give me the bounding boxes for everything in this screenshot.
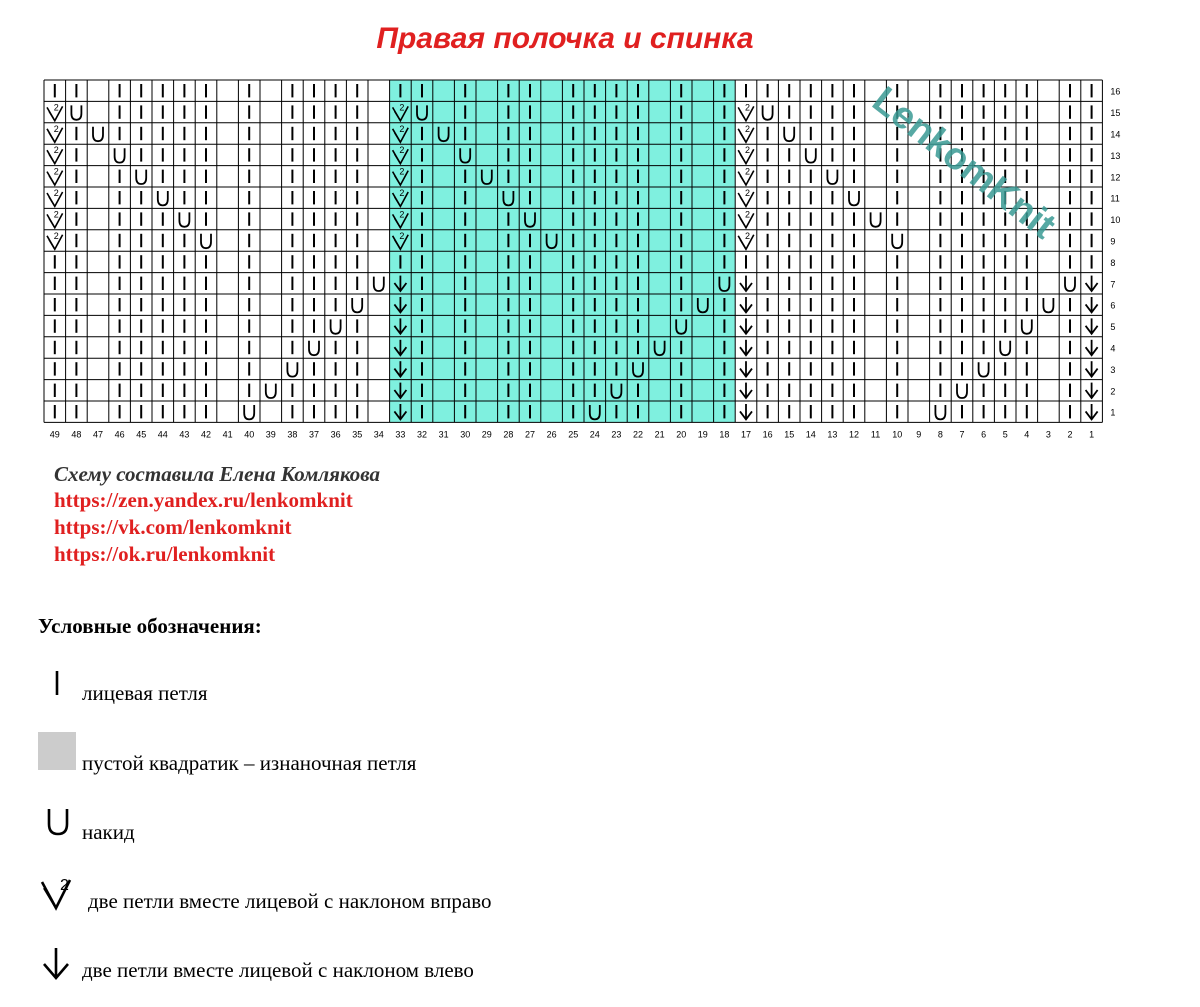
row-label: 10: [1110, 215, 1121, 226]
yarn-over-symbol: [179, 212, 189, 226]
row-label: 4: [1110, 343, 1116, 354]
yarn-over-symbol: [935, 405, 945, 419]
yarn-over-symbol: [266, 384, 276, 398]
k2tog-right-symbol-label: 2: [745, 145, 751, 156]
yarn-over-symbol: [806, 148, 816, 162]
svg-text:2: 2: [60, 877, 69, 894]
row-label: 14: [1110, 129, 1121, 140]
column-label: 2: [1067, 429, 1073, 440]
column-label: 40: [244, 429, 255, 440]
k2tog-right-symbol: [740, 197, 746, 206]
k2tog-right-icon: [38, 872, 78, 912]
k2tog-right-symbol-label: 2: [745, 166, 751, 177]
column-label: 35: [352, 429, 363, 440]
k2tog-right-symbol: [740, 133, 746, 142]
column-label: 23: [611, 429, 622, 440]
k2tog-right-symbol-label: 2: [399, 145, 405, 156]
column-label: 8: [937, 429, 943, 440]
yarn-over-symbol: [158, 191, 168, 205]
k2tog-left-icon: [40, 946, 72, 982]
row-label: 3: [1110, 364, 1116, 375]
column-label: 34: [373, 429, 384, 440]
yarn-over-symbol: [849, 191, 859, 205]
column-label: 36: [330, 429, 341, 440]
column-label: 43: [179, 429, 190, 440]
column-label: 47: [92, 429, 104, 440]
legend-title: Условные обозначения:: [38, 614, 262, 638]
column-label: 24: [589, 429, 600, 440]
k2tog-right-symbol-label: 2: [53, 102, 59, 113]
column-label: 15: [784, 429, 795, 440]
yarn-over-symbol: [763, 105, 773, 119]
k2tog-right-symbol-label: 2: [399, 188, 405, 198]
yarn-over-symbol: [1065, 277, 1075, 291]
k2tog-right-symbol: [49, 154, 55, 163]
row-label: 7: [1110, 279, 1116, 290]
column-label: 37: [308, 429, 320, 440]
column-label: 20: [676, 429, 687, 440]
column-label: 21: [654, 429, 665, 440]
purl-empty-square-icon: [38, 732, 76, 770]
column-label: 16: [762, 429, 773, 440]
row-label: 8: [1110, 257, 1116, 268]
yarn-over-symbol: [136, 170, 146, 184]
column-label: 1: [1089, 429, 1095, 440]
legend-label-purl: пустой квадратик – изнаночная петля: [82, 751, 417, 775]
yarn-over-symbol: [892, 234, 902, 248]
legend-label-yarn-over: накид: [82, 820, 135, 844]
k2tog-right-symbol: [49, 133, 55, 142]
column-label: 19: [697, 429, 708, 440]
yarn-over-symbol: [287, 362, 297, 376]
column-label: 25: [568, 429, 579, 440]
column-label: 48: [71, 429, 82, 440]
column-label: 3: [1045, 429, 1051, 440]
yarn-over-symbol: [871, 212, 881, 226]
column-label: 42: [200, 429, 212, 440]
legend-label-k2tog-right: две петли вместе лицевой с наклоном вправо: [88, 889, 492, 913]
column-label: 31: [438, 429, 449, 440]
column-label: 11: [870, 429, 881, 440]
row-label: 15: [1110, 108, 1121, 119]
row-label: 5: [1110, 322, 1116, 333]
yarn-over-symbol: [309, 341, 319, 355]
k2tog-right-symbol: [740, 154, 746, 163]
k2tog-right-symbol-label: 2: [745, 123, 751, 134]
column-label: 45: [136, 429, 147, 440]
row-label: 12: [1110, 172, 1121, 183]
column-label: 12: [848, 429, 860, 440]
k2tog-right-symbol: [49, 111, 55, 120]
author-credit: Схему составила Елена Комлякова: [54, 462, 381, 486]
k2tog-right-symbol-label: 2: [53, 188, 59, 198]
row-label: 11: [1110, 193, 1120, 204]
yarn-over-symbol: [201, 234, 211, 248]
yarn-over-symbol: [784, 127, 794, 141]
row-label: 9: [1110, 236, 1116, 247]
column-label: 49: [49, 429, 60, 440]
k2tog-right-symbol: [49, 240, 55, 249]
column-label: 46: [114, 429, 125, 440]
k2tog-right-symbol-label: 2: [399, 102, 405, 113]
k2tog-right-symbol-label: 2: [745, 188, 751, 198]
knitting-chart: [0, 0, 1200, 450]
yarn-over-symbol: [331, 319, 341, 333]
yarn-over-symbol: [979, 362, 989, 376]
knit-stitch-icon: [46, 668, 70, 700]
column-label: 6: [981, 429, 987, 440]
row-label: 1: [1110, 407, 1116, 418]
yarn-over-symbol: [957, 384, 967, 398]
k2tog-right-symbol-label: 2: [399, 209, 405, 220]
k2tog-right-symbol: [49, 197, 55, 206]
k2tog-right-symbol-label: 2: [53, 145, 59, 156]
column-label: 33: [395, 429, 406, 440]
link-zen[interactable]: https://zen.yandex.ru/lenkomknit: [54, 488, 353, 512]
watermark: LenkomKnit: [864, 78, 1064, 248]
column-label: 22: [632, 429, 644, 440]
yarn-over-symbol: [71, 105, 81, 119]
yarn-over-symbol: [115, 148, 125, 162]
link-ok[interactable]: https://ok.ru/lenkomknit: [54, 542, 276, 566]
column-label: 18: [719, 429, 730, 440]
legend-label-knit: лицевая петля: [82, 681, 208, 705]
column-label: 30: [460, 429, 471, 440]
column-label: 27: [524, 429, 536, 440]
yarn-over-symbol: [244, 405, 254, 419]
k2tog-right-symbol-label: 2: [399, 230, 405, 241]
column-label: 9: [916, 429, 922, 440]
column-label: 14: [805, 429, 816, 440]
column-label: 13: [827, 429, 838, 440]
yarn-over-symbol: [1022, 319, 1032, 333]
k2tog-right-symbol: [740, 240, 746, 249]
column-label: 10: [892, 429, 903, 440]
k2tog-right-symbol-label: 2: [399, 166, 405, 177]
row-label: 13: [1110, 150, 1121, 161]
yarn-over-symbol: [352, 298, 362, 312]
column-label: 32: [416, 429, 428, 440]
k2tog-right-symbol-label: 2: [745, 102, 751, 113]
k2tog-right-symbol-label: 2: [53, 123, 59, 134]
row-label: 6: [1110, 300, 1116, 311]
column-label: 44: [157, 429, 168, 440]
yarn-over-symbol: [1043, 298, 1053, 312]
column-label: 4: [1024, 429, 1030, 440]
column-label: 29: [481, 429, 492, 440]
link-vk[interactable]: https://vk.com/lenkomknit: [54, 515, 292, 539]
column-label: 28: [503, 429, 514, 440]
yarn-over-symbol: [827, 170, 837, 184]
column-label: 26: [546, 429, 557, 440]
k2tog-right-symbol-label: 2: [53, 230, 59, 241]
yarn-over-symbol: [1000, 341, 1010, 355]
k2tog-right-symbol-label: 2: [745, 209, 751, 220]
column-label: 39: [265, 429, 276, 440]
k2tog-right-symbol: [740, 218, 746, 227]
k2tog-right-symbol-label: 2: [53, 209, 59, 220]
yarn-over-symbol: [374, 277, 384, 291]
k2tog-right-symbol: [49, 218, 55, 227]
yarn-over-symbol: [93, 127, 103, 141]
k2tog-right-symbol: [740, 176, 746, 185]
column-label: 38: [287, 429, 298, 440]
row-label: 2: [1110, 386, 1116, 397]
yarn-over-icon: [44, 806, 72, 838]
row-label: 16: [1110, 86, 1121, 97]
k2tog-right-symbol: [49, 176, 55, 185]
column-label: 5: [1002, 429, 1008, 440]
column-label: 41: [222, 429, 233, 440]
page-title: Правая полочка и спинка: [376, 22, 754, 55]
k2tog-right-symbol: [740, 111, 746, 120]
column-label: 7: [959, 429, 965, 440]
legend-label-k2tog-left: две петли вместе лицевой с наклоном влево: [82, 958, 474, 982]
k2tog-right-symbol-label: 2: [399, 123, 405, 134]
k2tog-right-symbol-label: 2: [53, 166, 59, 177]
k2tog-right-symbol-label: 2: [745, 230, 751, 241]
column-label: 17: [740, 429, 752, 440]
